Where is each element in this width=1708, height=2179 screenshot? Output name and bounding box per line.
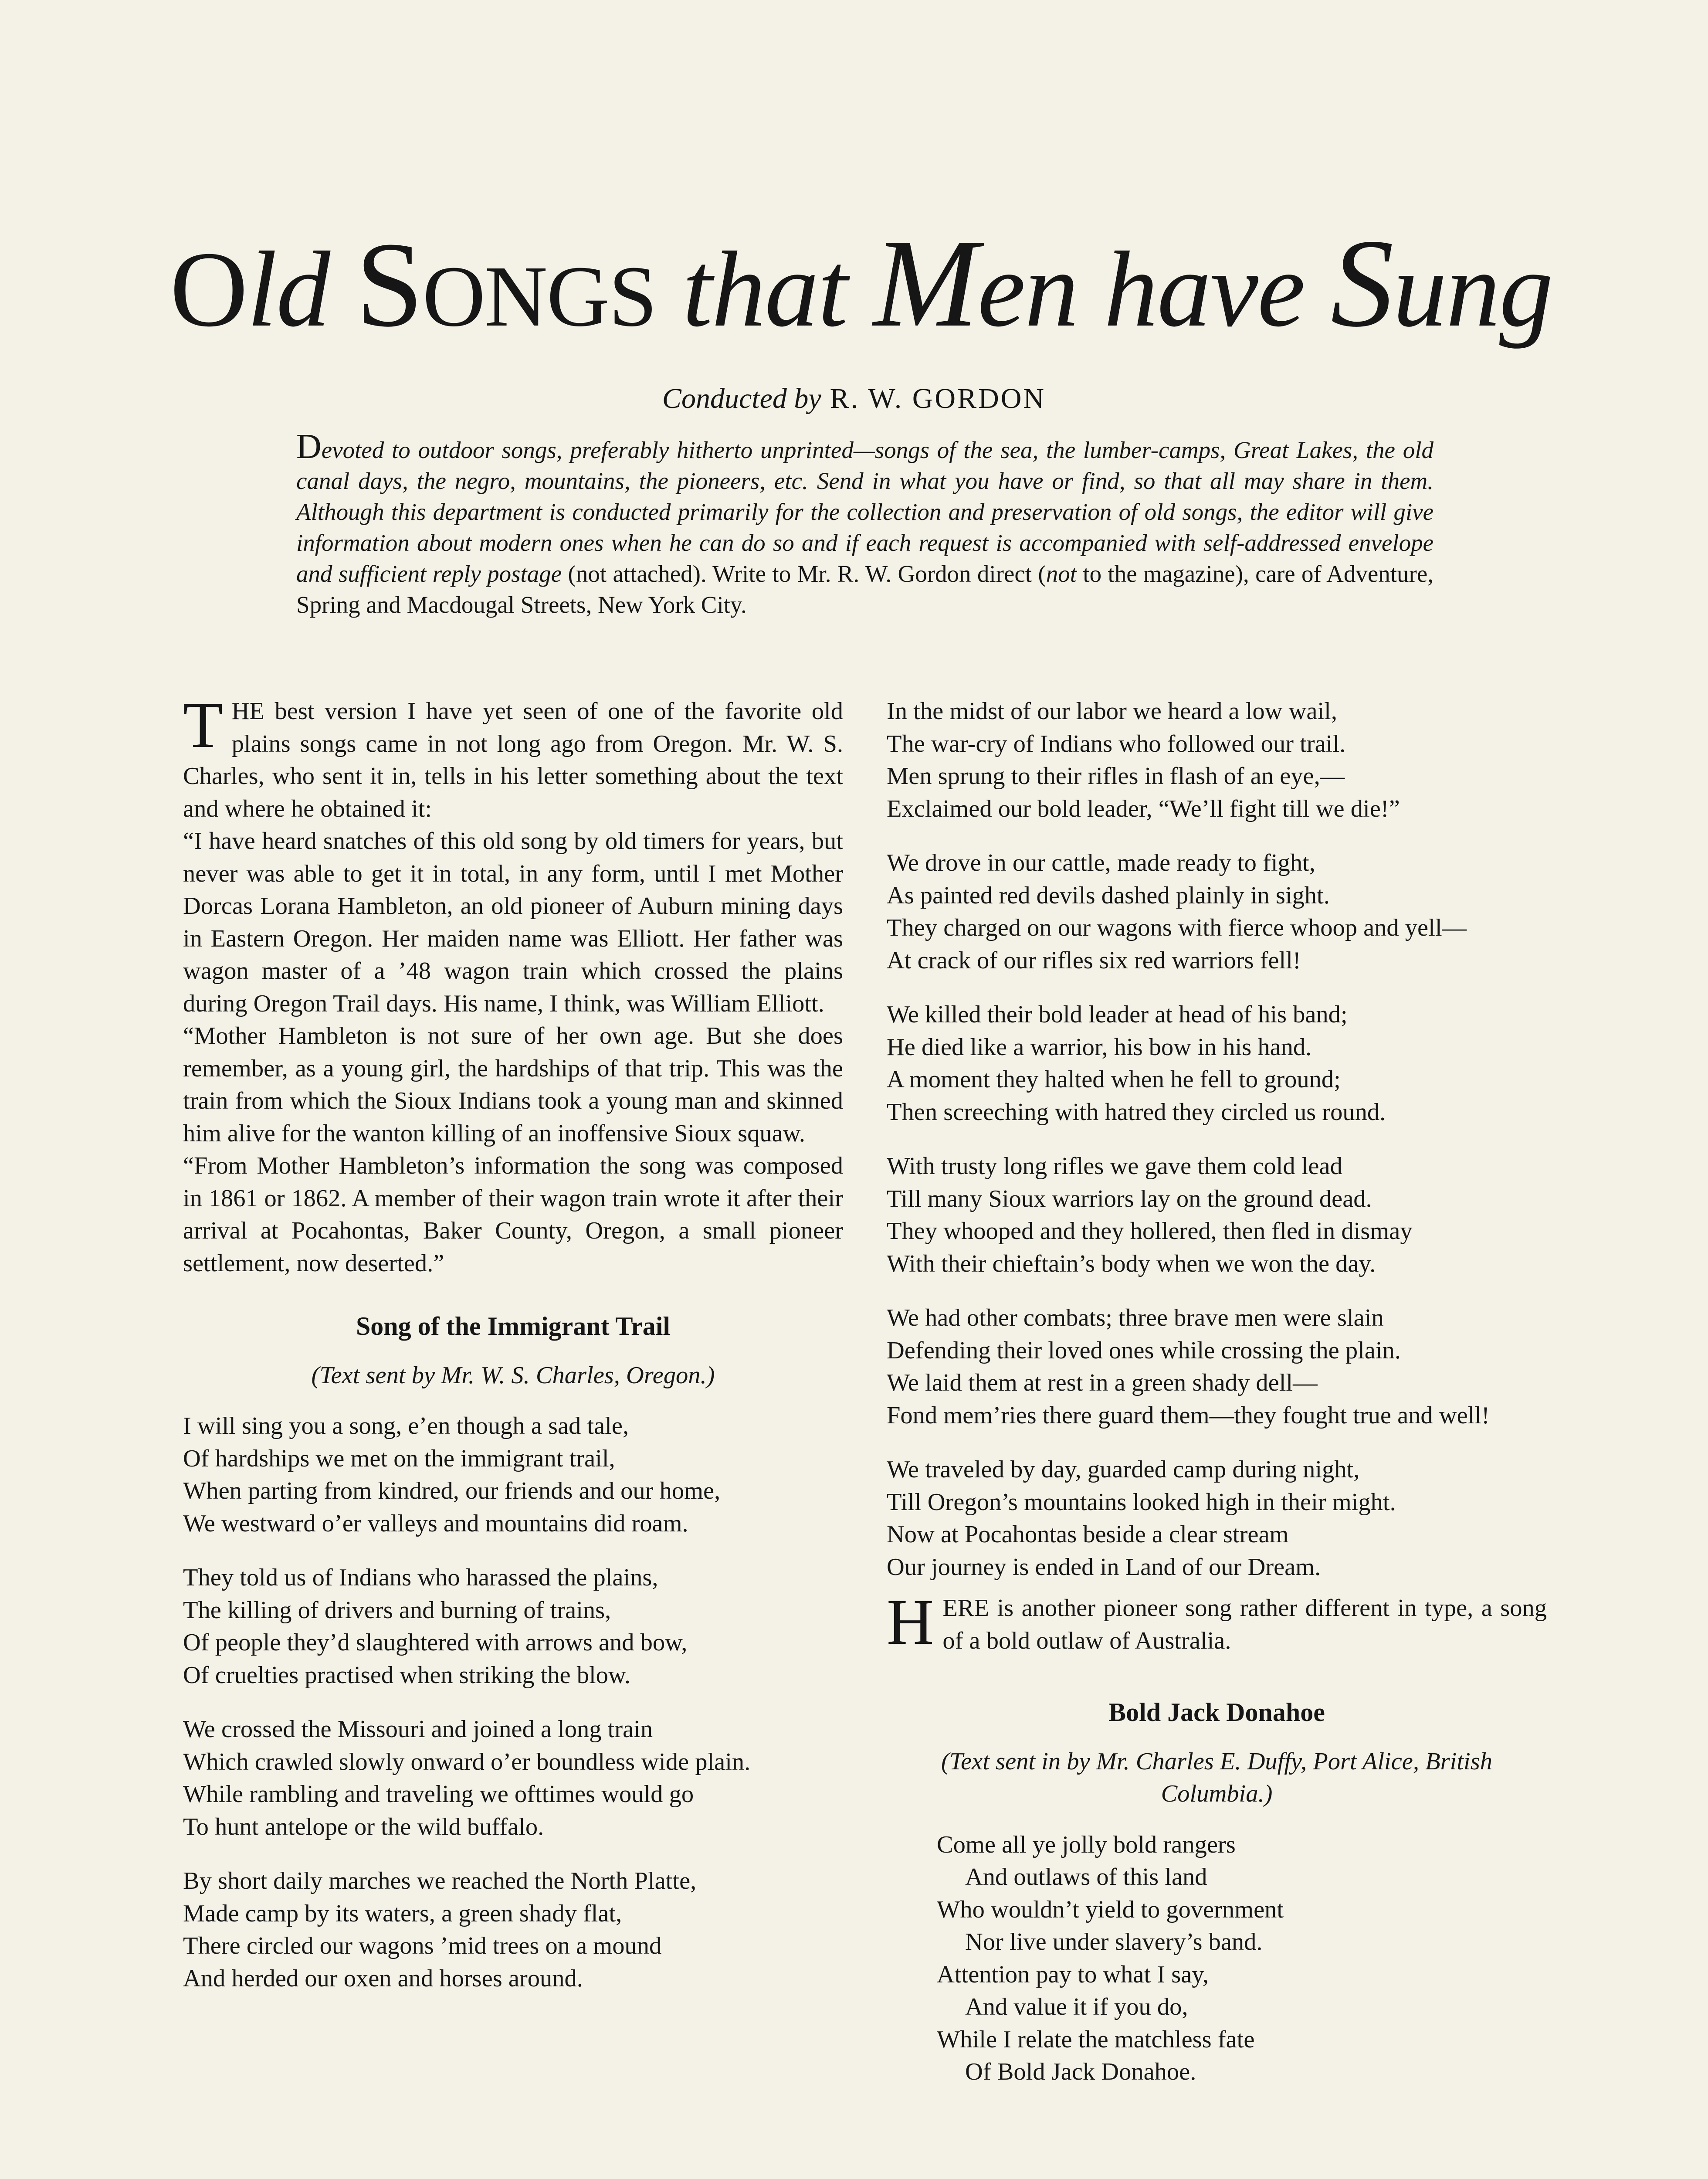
intro-plain-text-1: (not attached). Write to Mr. R. W. Gordon direct (	[562, 560, 1046, 587]
stanza-line: Of hardships we met on the immigrant trail,	[183, 1445, 615, 1472]
stanza-line: Our journey is ended in Land of our Dream.	[887, 1553, 1321, 1581]
stanza-line: The war-cry of Indians who followed our trail.	[887, 730, 1346, 757]
stanza-line: Of cruelties practised when striking the blow.	[183, 1661, 631, 1689]
stanza-line: Which crawled slowly onward o’er boundless wide plain.	[183, 1748, 751, 1775]
paragraph-dropcap-h: H	[887, 1586, 934, 1658]
intro-plain-text-2: to the magazine), care of Adventure, Spring and Macdougal Streets, New York City.	[296, 560, 1434, 618]
stanza-line: I will sing you a song, e’en though a sad tale,	[183, 1412, 629, 1439]
song-stanza	[183, 1561, 843, 1691]
song-credit-bold-jack-donahoe: (Text sent in by Mr. Charles E. Duffy, Port Alice, British Columbia.)	[941, 1748, 1492, 1807]
right-column	[887, 695, 1547, 2088]
stanza-line: Defending their loved ones while crossing the plain.	[887, 1337, 1401, 1364]
title-ongs: ONGS	[422, 248, 657, 345]
title-ld: ld	[247, 229, 330, 349]
title-cap-m: M	[873, 213, 978, 353]
stanza-line: Exclaimed our bold leader, “We’ll fight till we die!”	[887, 795, 1400, 822]
byline-editor-name: R. W. GORDON	[830, 383, 1046, 414]
stanza-line: We westward o’er valleys and mountains did roam.	[183, 1510, 688, 1537]
song-stanza	[183, 1865, 843, 1995]
verse-line: And value it if you do,	[965, 1993, 1188, 2020]
song-stanza	[183, 1410, 843, 1540]
stanza-line: Made camp by its waters, a green shady flat,	[183, 1900, 622, 1927]
intro-italic-not: not	[1046, 560, 1077, 587]
paragraph-australia-text: ERE is another pioneer song rather different in type, a song of a bold outlaw of Australia.	[942, 1595, 1547, 1654]
article-paragraph-3: “Mother Hambleton is not sure of her own age. But she does remember, as a young girl, the hardships of that trip. This was the train from which the Sioux Indians took a young man and skinned him alive for the wanton killing of an inoffensive Sioux squaw.	[183, 1022, 843, 1147]
stanza-line: And herded our oxen and horses around.	[183, 1965, 583, 1992]
stanza-line: They told us of Indians who harassed the plains,	[183, 1564, 658, 1591]
left-column	[183, 689, 843, 2016]
paragraph-1-text: HE best version I have yet seen of one of the favorite old plains songs came in not long ago from Oregon. Mr. W. S. Charles, who sent it in, tells in his letter something about the text and where he obtained it:	[183, 698, 843, 822]
stanza-line: Till Oregon’s mountains looked high in their might.	[887, 1488, 1396, 1516]
verse-line: While I relate the matchless fate	[937, 2026, 1255, 2053]
stanza-line: We traveled by day, guarded camp during night,	[887, 1456, 1360, 1483]
intro-dropcap: D	[296, 428, 322, 466]
stanza-line: Of people they’d slaughtered with arrows and bow,	[183, 1629, 688, 1656]
stanza-line: Men sprung to their rifles in flash of an eye,—	[887, 763, 1345, 790]
verse-line: Who wouldn’t yield to government	[937, 1896, 1284, 1923]
stanza-line: We had other combats; three brave men were slain	[887, 1304, 1384, 1331]
intro-italic-text: evoted to outdoor songs, preferably hitherto unprinted—songs of the sea, the lumber-camps, Great Lakes, the old canal days, the negro, mountains, the pioneers, etc. Send in what you have or find, so that all may share in them. Although this department is conducted primarily for the collection and preservation of old songs, the editor will give information about modern ones when he can do so and if each request is accompanied with self-addressed envelope and sufficient reply postage	[296, 437, 1434, 587]
stanza-line: Till many Sioux warriors lay on the ground dead.	[887, 1185, 1372, 1212]
title-that: that	[656, 229, 874, 349]
stanza-line: Now at Pocahontas beside a clear stream	[887, 1521, 1289, 1548]
byline-conducted: Conducted by	[662, 383, 821, 414]
title-ung: ung	[1393, 229, 1552, 349]
department-intro	[296, 428, 1434, 620]
verse-line: Nor live under slavery’s band.	[965, 1928, 1263, 1955]
article-paragraph-australia	[887, 1586, 1547, 1658]
title-cap-o: O	[170, 229, 247, 349]
stanza-line: We laid them at rest in a green shady dell—	[887, 1369, 1318, 1396]
song-stanza	[887, 695, 1547, 825]
song-stanza	[887, 847, 1547, 977]
article-paragraph-1	[183, 689, 843, 825]
song-stanza	[887, 998, 1547, 1128]
stanza-line: At crack of our rifles six red warriors fell!	[887, 947, 1301, 974]
song-credit-immigrant-trail: (Text sent by Mr. W. S. Charles, Oregon.)	[311, 1361, 715, 1389]
stanza-line: Fond mem’ries there guard them—they fought true and well!	[887, 1402, 1490, 1429]
stanza-line: In the midst of our labor we heard a low wail,	[887, 698, 1337, 725]
stanza-line: They charged on our wagons with fierce whoop and yell—	[887, 914, 1467, 941]
song-stanza	[887, 1453, 1547, 1583]
song-title-bold-jack-donahoe: Bold Jack Donahoe	[1108, 1698, 1325, 1727]
stanza-line: Then screeching with hatred they circled us round.	[887, 1098, 1386, 1126]
song-verse	[887, 1829, 1547, 2088]
stanza-line: To hunt antelope or the wild buffalo.	[183, 1813, 544, 1840]
title-cap-s2: S	[1330, 213, 1393, 353]
verse-line: Attention pay to what I say,	[937, 1961, 1209, 1988]
stanza-line: While rambling and traveling we ofttimes would go	[183, 1781, 694, 1808]
paragraph-dropcap-t: T	[183, 689, 223, 761]
stanza-line: There circled our wagons ’mid trees on a mound	[183, 1932, 662, 1959]
page-title	[170, 213, 1552, 362]
stanza-line: He died like a warrior, his bow in his hand.	[887, 1033, 1312, 1061]
stanza-line: We drove in our cattle, made ready to fight,	[887, 849, 1315, 876]
song-stanza	[183, 1713, 843, 1843]
stanza-line: By short daily marches we reached the North Platte,	[183, 1867, 697, 1894]
byline	[0, 379, 1708, 418]
stanza-line: When parting from kindred, our friends and our home,	[183, 1477, 721, 1504]
verse-line: Of Bold Jack Donahoe.	[965, 2058, 1196, 2085]
stanza-line: They whooped and they hollered, then fled in dismay	[887, 1218, 1413, 1245]
title-cap-s: S	[356, 217, 423, 352]
song-stanza	[887, 1302, 1547, 1432]
stanza-line: The killing of drivers and burning of trains,	[183, 1596, 611, 1624]
song-stanza	[887, 1150, 1547, 1280]
song-title-immigrant-trail: Song of the Immigrant Trail	[356, 1312, 671, 1341]
stanza-line: We crossed the Missouri and joined a long train	[183, 1716, 653, 1743]
verse-line: And outlaws of this land	[965, 1863, 1207, 1891]
verse-line: Come all ye jolly bold rangers	[937, 1831, 1236, 1858]
stanza-line: As painted red devils dashed plainly in sight.	[887, 882, 1330, 909]
stanza-line: With trusty long rifles we gave them cold lead	[887, 1153, 1342, 1180]
stanza-line: We killed their bold leader at head of his band;	[887, 1001, 1348, 1028]
article-paragraph-2: “I have heard snatches of this old song by old timers for years, but never was able to get it in total, in any form, until I met Mother Dorcas Lorana Hambleton, an old pioneer of Auburn mining days in Eastern Oregon. Her maiden name was Elliott. Her father was wagon master of a ’48 wagon train which crossed the plains during Oregon Trail days. His name, I think, was William Elliott.	[183, 828, 843, 1017]
stanza-line: A moment they halted when he fell to ground;	[887, 1066, 1341, 1093]
title-en-have: en have	[977, 229, 1331, 349]
stanza-line: With their chieftain’s body when we won the day.	[887, 1250, 1376, 1277]
article-paragraph-4: “From Mother Hambleton’s information the song was composed in 1861 or 1862. A member of their wagon train wrote it after their arrival at Pocahontas, Baker County, Oregon, a small pioneer settlement, now deserted.”	[183, 1152, 843, 1277]
